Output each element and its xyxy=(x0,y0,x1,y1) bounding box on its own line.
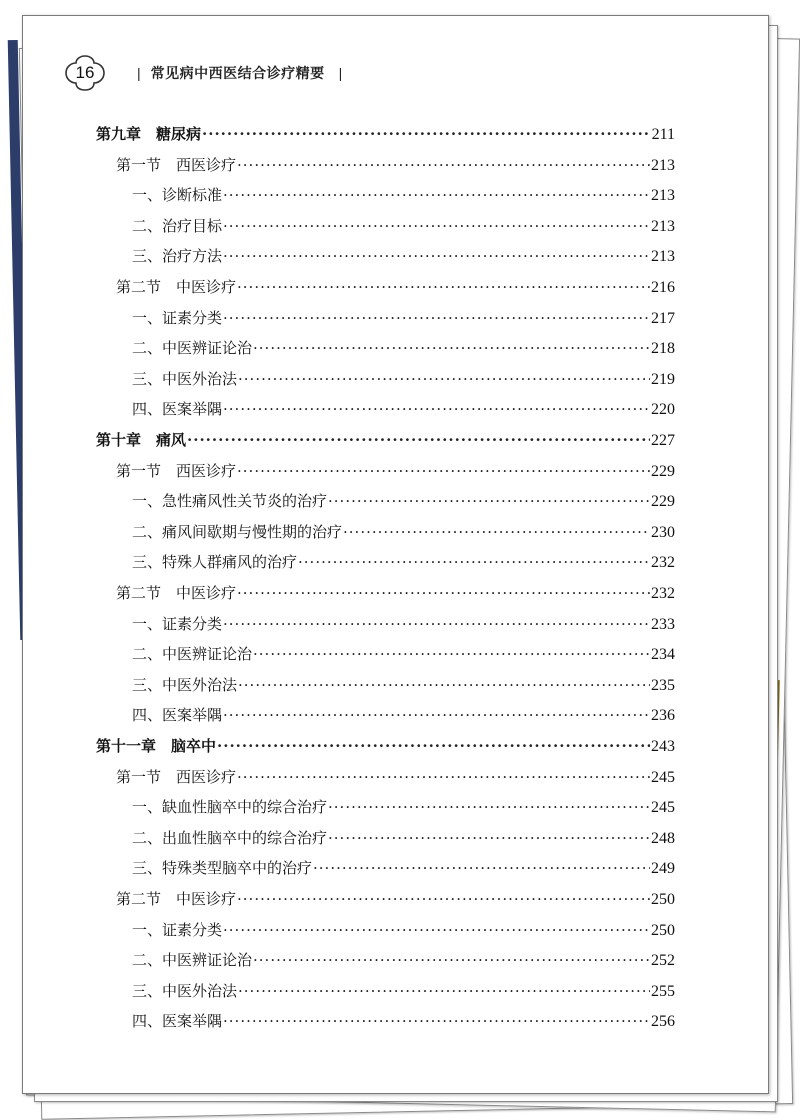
toc-entry-title: 二、痛风间歇期与慢性期的治疗 xyxy=(132,522,343,541)
toc-page-number: 219 xyxy=(651,370,675,388)
toc-page-number: 248 xyxy=(651,829,675,847)
toc-page-number: 250 xyxy=(651,891,675,908)
toc-page-number: 213 xyxy=(651,156,675,174)
toc-page-number: 256 xyxy=(651,1013,675,1031)
toc-page-number: 232 xyxy=(651,585,675,602)
leader-dots xyxy=(223,615,650,633)
toc-chapter[interactable] xyxy=(96,735,675,759)
toc-entry-title: 四、医案举隅 xyxy=(132,400,223,419)
leader-dots xyxy=(253,645,650,663)
toc-entry-title: 三、特殊人群痛风的治疗 xyxy=(132,553,298,572)
toc-page-number: 245 xyxy=(651,768,675,786)
leader-dots xyxy=(223,247,650,265)
toc-entry-title: 第十章 痛风 xyxy=(96,431,187,449)
toc-entry-title: 第二节 中医诊疗 xyxy=(116,890,237,908)
toc-entry-title: 三、中医外治法 xyxy=(132,675,238,694)
toc-item[interactable] xyxy=(132,857,675,881)
toc-entry-title: 一、证素分类 xyxy=(132,614,223,633)
toc-item[interactable] xyxy=(132,643,675,667)
toc-entry-title: 二、中医辨证论治 xyxy=(132,645,253,664)
leader-dots xyxy=(253,951,650,969)
toc-page-number: 211 xyxy=(651,126,675,143)
toc-entry-title: 四、医案举隅 xyxy=(132,1012,223,1031)
leader-dots xyxy=(238,982,650,1000)
toc-entry-title: 第一节 西医诊疗 xyxy=(116,461,237,480)
toc-item[interactable] xyxy=(132,398,675,422)
toc-page-number: 233 xyxy=(651,615,675,633)
leader-dots xyxy=(237,768,650,786)
leader-dots xyxy=(223,706,650,724)
toc-page-number: 230 xyxy=(651,523,675,541)
leader-dots xyxy=(298,553,650,571)
toc-item[interactable] xyxy=(132,674,675,698)
leader-dots xyxy=(237,584,650,602)
toc-page-number: 236 xyxy=(651,707,675,725)
toc-item[interactable] xyxy=(132,184,675,208)
page-number-badge xyxy=(63,53,107,93)
toc-entry-title: 二、中医辨证论治 xyxy=(132,339,253,358)
toc-page-number: 229 xyxy=(651,462,675,480)
toc-entry-title: 三、治疗方法 xyxy=(132,247,223,266)
toc-item[interactable] xyxy=(132,949,675,973)
toc-page-number: 216 xyxy=(651,279,675,296)
leader-dots xyxy=(313,859,650,877)
leader-dots xyxy=(223,400,650,418)
toc-page-number: 234 xyxy=(651,646,675,664)
toc-section[interactable] xyxy=(116,888,675,912)
leader-dots xyxy=(223,309,650,327)
toc-page-number: 220 xyxy=(651,401,675,419)
leader-dots xyxy=(223,186,650,204)
toc-item[interactable] xyxy=(132,215,675,239)
toc-section[interactable] xyxy=(116,154,675,178)
toc-page-number: 229 xyxy=(651,493,675,511)
toc-page-number: 213 xyxy=(651,248,675,266)
toc-entry-title: 一、证素分类 xyxy=(132,920,223,939)
header-separator: | xyxy=(137,65,141,81)
toc-entry-title: 二、中医辨证论治 xyxy=(132,951,253,970)
toc-entry-title: 一、缺血性脑卒中的综合治疗 xyxy=(132,798,328,817)
toc-entry-title: 第二节 中医诊疗 xyxy=(116,584,237,602)
toc-item[interactable] xyxy=(132,368,675,392)
toc-item[interactable] xyxy=(132,307,675,331)
leader-dots xyxy=(223,1012,650,1030)
leader-dots xyxy=(223,921,650,939)
toc-item[interactable] xyxy=(132,245,675,269)
toc-entry-title: 三、中医外治法 xyxy=(132,369,238,388)
toc-item[interactable] xyxy=(132,980,675,1004)
toc-page-number: 255 xyxy=(651,982,675,1000)
toc-page-number: 243 xyxy=(651,738,675,755)
toc-entry-title: 三、中医外治法 xyxy=(132,981,238,1000)
leader-dots xyxy=(328,829,650,847)
leader-dots xyxy=(238,370,650,388)
toc-chapter[interactable] xyxy=(96,429,675,453)
leader-dots xyxy=(223,217,650,235)
toc-entry-title: 第一节 西医诊疗 xyxy=(116,767,237,786)
toc-entry-title: 第十一章 脑卒中 xyxy=(96,737,217,755)
toc-item[interactable] xyxy=(132,796,675,820)
toc-entry-title: 一、诊断标准 xyxy=(132,186,223,205)
toc-item[interactable] xyxy=(132,521,675,545)
toc-page-number: 252 xyxy=(651,952,675,970)
toc-item[interactable] xyxy=(132,613,675,637)
toc-entry-title: 一、证素分类 xyxy=(132,308,223,327)
leader-dots xyxy=(238,676,650,694)
book-title: 常见病中西医结合诊疗精要 xyxy=(150,66,325,82)
toc-page-number: 249 xyxy=(651,860,675,878)
toc-page-number: 227 xyxy=(651,432,675,449)
toc-item[interactable] xyxy=(132,704,675,728)
toc-entry-title: 三、特殊类型脑卒中的治疗 xyxy=(132,859,313,878)
toc-item[interactable] xyxy=(132,919,675,943)
toc-page-number: 232 xyxy=(651,554,675,572)
toc-entry-title: 二、治疗目标 xyxy=(132,216,223,235)
toc-page-number: 217 xyxy=(651,309,675,327)
toc-entry-title: 第一节 西医诊疗 xyxy=(116,155,237,174)
toc-page-number: 245 xyxy=(651,799,675,817)
toc-section[interactable] xyxy=(116,276,675,300)
header-separator: | xyxy=(338,65,343,81)
page-number: 16 xyxy=(75,63,95,82)
toc-entry-title: 一、急性痛风性关节炎的治疗 xyxy=(132,492,328,511)
toc-item[interactable] xyxy=(132,551,675,575)
toc-page-number: 213 xyxy=(651,187,675,205)
toc-item[interactable] xyxy=(132,337,675,361)
toc-page-number: 250 xyxy=(651,921,675,939)
toc-page xyxy=(22,15,769,1094)
toc-entry-title: 二、出血性脑卒中的综合治疗 xyxy=(132,828,328,847)
leader-dots xyxy=(237,890,650,908)
toc-page-number: 218 xyxy=(651,340,675,358)
toc-section[interactable] xyxy=(116,460,675,484)
leader-dots xyxy=(237,462,650,480)
toc-item[interactable] xyxy=(132,1010,675,1034)
leader-dots xyxy=(187,431,650,449)
leader-dots xyxy=(253,339,650,357)
leader-dots xyxy=(237,278,650,296)
toc-section[interactable] xyxy=(116,766,675,790)
running-header xyxy=(63,56,352,90)
leader-dots xyxy=(328,798,650,816)
toc-item[interactable] xyxy=(132,490,675,514)
leader-dots xyxy=(328,492,650,510)
leader-dots xyxy=(343,523,650,541)
toc-section[interactable] xyxy=(116,582,675,606)
toc-item[interactable] xyxy=(132,827,675,851)
leader-dots xyxy=(202,125,651,143)
leader-dots xyxy=(237,156,650,174)
leader-dots xyxy=(217,737,650,755)
toc-page-number: 213 xyxy=(651,217,675,235)
toc-entry-title: 第九章 糖尿病 xyxy=(96,125,202,143)
toc-entry-title: 第二节 中医诊疗 xyxy=(116,278,237,296)
toc-chapter[interactable] xyxy=(96,123,675,147)
toc-entry-title: 四、医案举隅 xyxy=(132,706,223,725)
toc-page-number: 235 xyxy=(651,676,675,694)
